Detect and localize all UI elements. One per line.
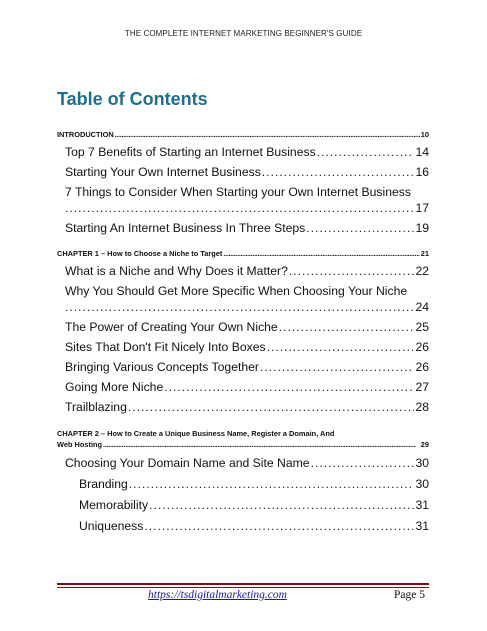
toc-entry[interactable] — [57, 264, 429, 278]
toc-entry-wrapped[interactable] — [57, 185, 429, 215]
running-header: THE COMPLETE INTERNET MARKETING BEGINNER'S GUIDE — [124, 29, 363, 38]
toc-entry[interactable] — [57, 519, 429, 533]
toc-leader-dots — [262, 165, 415, 179]
toc-entry-page: 31 — [415, 498, 429, 512]
toc-entry[interactable] — [57, 145, 429, 159]
toc-entry-label: Why You Should Get More Specific When Choosing Your Niche — [65, 284, 408, 298]
toc-entry-page: 25 — [415, 320, 429, 334]
toc-entry-page: 26 — [415, 360, 429, 374]
toc-entry-label: Uniqueness — [79, 519, 144, 533]
toc-entry-label: Trailblazing — [65, 400, 127, 414]
toc-entry-label: Branding — [79, 477, 128, 491]
toc-leader-dots — [279, 320, 415, 334]
toc-entry-introduction[interactable] — [57, 130, 429, 139]
toc-entry[interactable] — [57, 380, 429, 394]
toc-leader-dots — [115, 130, 420, 139]
toc-entry-label: The Power of Creating Your Own Niche — [65, 320, 278, 334]
toc-entry-label: What is a Niche and Why Does it Matter? — [65, 264, 288, 278]
toc-entry[interactable] — [57, 320, 429, 334]
toc-entry-page: 27 — [415, 380, 429, 394]
toc-entry-page: 30 — [415, 456, 429, 470]
toc-entry-label: 7 Things to Consider When Starting your Own Internet Business — [65, 185, 411, 199]
toc-entry-label: Going More Niche — [65, 380, 164, 394]
toc-title: Table of Contents — [57, 89, 208, 109]
toc-entry[interactable] — [57, 400, 429, 414]
toc-entry-page: 14 — [415, 145, 429, 159]
toc-leader-dots — [164, 380, 414, 394]
toc-entry-label: Sites That Don't Fit Nicely Into Boxes — [65, 340, 266, 354]
toc-entry-label: Web Hosting — [57, 440, 103, 449]
toc-leader-dots — [65, 201, 414, 215]
toc-entry[interactable] — [57, 221, 429, 235]
toc-entry-label: Top 7 Benefits of Starting an Internet Business — [65, 145, 316, 159]
toc-entry-page: 24 — [415, 300, 429, 314]
toc-entry-label: Starting Your Own Internet Business — [65, 165, 261, 179]
toc-entry-label: Bringing Various Concepts Together — [65, 360, 259, 374]
toc-entry-label: CHAPTER 2 – How to Create a Unique Business Name, Register a Domain, And — [57, 429, 335, 438]
toc-entry-page: 19 — [415, 221, 429, 235]
toc-leader-dots — [317, 145, 415, 159]
toc-entry-page: 16 — [415, 165, 429, 179]
toc-list — [57, 130, 429, 533]
toc-entry[interactable] — [57, 456, 429, 470]
footer-rule-thick — [57, 583, 429, 585]
toc-entry[interactable] — [57, 165, 429, 179]
toc-entry-label: Memorability — [79, 498, 149, 512]
toc-leader-dots — [306, 221, 414, 235]
toc-entry-page: 17 — [415, 201, 429, 215]
toc-entry[interactable] — [57, 477, 429, 491]
footer-page-number: Page 5 — [394, 589, 425, 601]
toc-leader-dots — [128, 400, 415, 414]
toc-leader-dots — [103, 439, 420, 450]
toc-entry-page: 22 — [415, 264, 429, 278]
toc-entry-wrapped[interactable] — [57, 284, 429, 314]
toc-leader-dots — [149, 498, 414, 512]
footer-website-link[interactable]: https://tsdigitalmarketing.com — [148, 589, 287, 601]
toc-entry-page: 29 — [420, 440, 429, 449]
toc-leader-dots — [260, 360, 414, 374]
toc-entry-page: 28 — [415, 400, 429, 414]
toc-entry[interactable] — [57, 360, 429, 374]
toc-entry-chapter-2[interactable] — [57, 428, 429, 450]
footer-rule-thin — [57, 587, 429, 588]
toc-entry[interactable] — [57, 498, 429, 512]
toc-leader-dots — [144, 519, 414, 533]
toc-entry-page: 31 — [415, 519, 429, 533]
toc-entry-label: INTRODUCTION — [57, 130, 114, 139]
toc-leader-dots — [129, 477, 415, 491]
toc-leader-dots — [289, 264, 415, 278]
toc-entry-chapter-1[interactable] — [57, 249, 429, 258]
toc-entry[interactable] — [57, 340, 429, 354]
toc-entry-label: CHAPTER 1 – How to Choose a Niche to Target — [57, 249, 223, 258]
toc-entry-page: 26 — [415, 340, 429, 354]
toc-entry-page: 21 — [420, 249, 429, 258]
toc-entry-label: Starting An Internet Business In Three Steps — [65, 221, 306, 235]
toc-entry-page: 30 — [415, 477, 429, 491]
toc-entry-page: 10 — [420, 130, 429, 139]
toc-entry-label: Choosing Your Domain Name and Site Name — [65, 456, 310, 470]
toc-leader-dots — [267, 340, 415, 354]
toc-leader-dots — [65, 300, 414, 314]
toc-leader-dots — [311, 456, 415, 470]
toc-leader-dots — [223, 249, 419, 258]
